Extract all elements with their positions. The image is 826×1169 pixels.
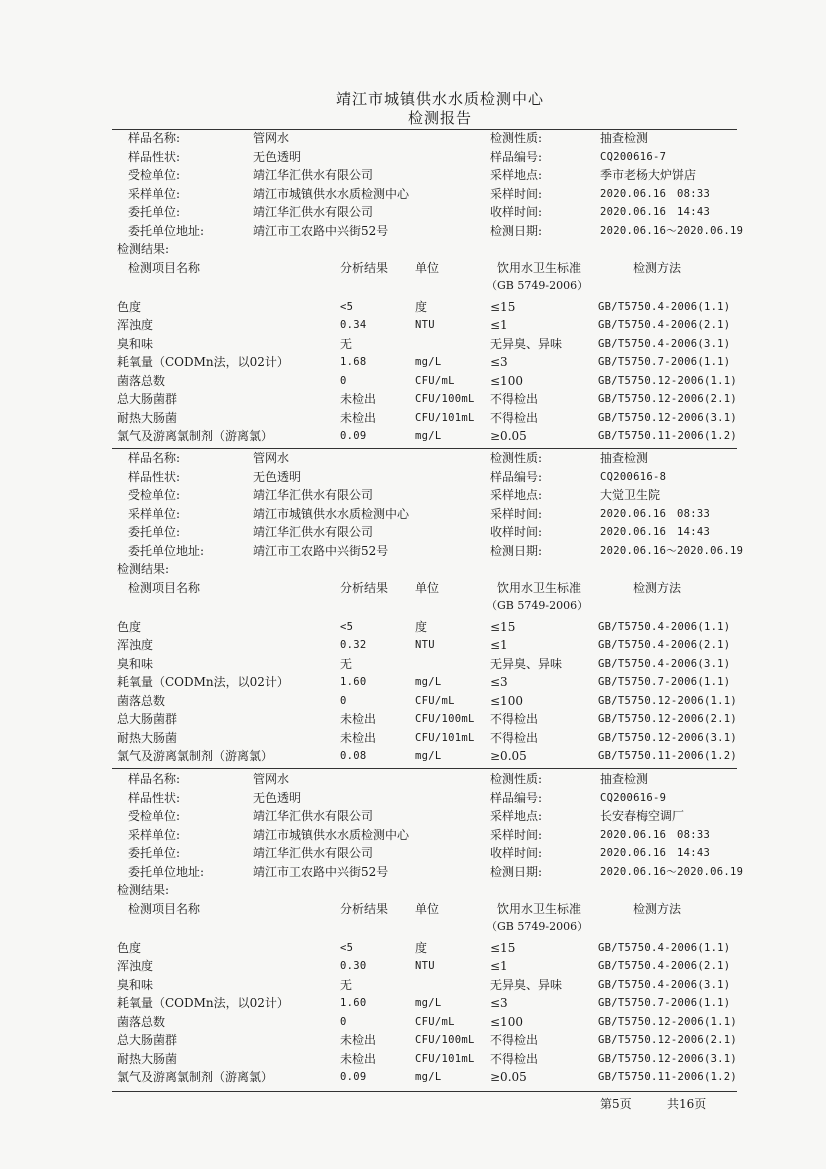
result-value: 1.60 <box>340 676 367 688</box>
result-row <box>0 976 826 994</box>
test-method: GB/T5750.4-2006(1.1) <box>598 620 731 633</box>
page-number: 第5页 <box>600 1097 632 1111</box>
info-label: 收样时间: <box>490 525 543 539</box>
result-value: 未检出 <box>340 392 377 406</box>
sample-info-row <box>0 166 826 184</box>
sample-info-row <box>0 203 826 221</box>
info-label: 委托单位地址: <box>128 223 205 238</box>
unit: CFU/mL <box>415 1015 455 1028</box>
info-value: 靖江市工农路中兴街52号 <box>253 223 389 238</box>
result-row <box>0 372 826 390</box>
info-label: 样品编号: <box>490 469 543 484</box>
info-label: 检测性质: <box>490 451 543 465</box>
header-unit: 单位 <box>415 580 440 595</box>
info-label: 采样地点: <box>490 809 543 823</box>
info-label: 检测性质: <box>490 772 543 786</box>
info-label: 检测日期: <box>490 543 543 558</box>
info-label: 采样时间: <box>490 186 543 201</box>
test-method: GB/T5750.4-2006(2.1) <box>598 960 731 972</box>
result-row <box>0 409 826 427</box>
results-header-row <box>0 900 826 918</box>
document-subtitle: 检测报告 <box>407 109 472 127</box>
results-header-subrow <box>0 918 826 936</box>
result-row <box>0 1068 826 1086</box>
item-name: 耐热大肠菌 <box>117 410 178 425</box>
test-method: GB/T5750.7-2006(1.1) <box>598 356 731 368</box>
header-standard: 饮用水卫生标准 <box>497 901 582 916</box>
sample-info-row <box>0 185 826 203</box>
result-row <box>0 655 826 673</box>
test-method: GB/T5750.12-2006(3.1) <box>598 731 738 744</box>
test-method: GB/T5750.12-2006(3.1) <box>598 411 738 424</box>
result-value: 未检出 <box>340 1033 377 1047</box>
info-label: 委托单位: <box>128 205 181 219</box>
test-method: GB/T5750.4-2006(3.1) <box>598 657 731 670</box>
unit: NTU <box>415 639 435 651</box>
unit: NTU <box>415 319 435 331</box>
info-value: 靖江华汇供水有限公司 <box>253 168 374 182</box>
item-name: 色度 <box>117 619 142 634</box>
header-standard: 饮用水卫生标准 <box>497 260 582 275</box>
info-value: 2020.06.16 14:43 <box>600 526 711 538</box>
standard-limit: ≤100 <box>490 693 523 708</box>
results-label-row <box>0 560 826 578</box>
unit: mg/L <box>415 430 442 442</box>
item-name: 耐热大肠菌 <box>117 730 178 745</box>
item-name: 总大肠菌群 <box>117 1033 178 1047</box>
sample-info-row <box>0 770 826 788</box>
unit: mg/L <box>415 997 442 1009</box>
result-value: 无 <box>340 336 353 351</box>
standard-limit: ≤15 <box>490 299 516 314</box>
standard-limit: ≤1 <box>490 959 508 973</box>
info-value: CQ200616-9 <box>600 791 667 804</box>
standard-limit: ≥0.05 <box>490 1070 527 1084</box>
info-value: 无色透明 <box>253 469 302 484</box>
standard-limit: ≤100 <box>490 1014 523 1029</box>
result-row <box>0 729 826 747</box>
result-value: 0.09 <box>340 1071 367 1083</box>
info-label: 样品性状: <box>128 790 181 805</box>
standard-limit: ≤15 <box>490 940 516 955</box>
info-value: 2020.06.16 14:43 <box>600 847 711 859</box>
standard-limit: ≤15 <box>490 619 516 634</box>
info-value: 无色透明 <box>253 149 302 164</box>
test-method: GB/T5750.11-2006(1.2) <box>598 1071 738 1083</box>
result-row <box>0 1050 826 1068</box>
results-header-subrow <box>0 597 826 615</box>
info-label: 受检单位: <box>128 488 181 502</box>
info-label: 样品名称: <box>128 451 181 465</box>
sample-info-row <box>0 807 826 825</box>
info-label: 样品名称: <box>128 772 181 786</box>
header-standard-code: （GB 5749-2006） <box>486 920 589 933</box>
item-name: 色度 <box>117 940 142 955</box>
standard-limit: 不得检出 <box>490 392 539 406</box>
standard-limit: ≤3 <box>490 996 508 1010</box>
result-row <box>0 939 826 957</box>
result-row <box>0 316 826 334</box>
sample-info-row <box>0 523 826 541</box>
info-value: 大觉卫生院 <box>600 488 661 502</box>
results-label: 检测结果: <box>117 562 170 576</box>
info-label: 检测性质: <box>490 131 543 145</box>
unit: mg/L <box>415 1071 442 1083</box>
result-value: 未检出 <box>340 730 377 745</box>
standard-limit: 不得检出 <box>490 1033 539 1047</box>
unit: 度 <box>415 619 428 634</box>
unit: 度 <box>415 299 428 314</box>
results-header-subrow <box>0 277 826 295</box>
test-method: GB/T5750.12-2006(1.1) <box>598 374 738 387</box>
info-label: 受检单位: <box>128 809 181 823</box>
info-label: 委托单位: <box>128 846 181 860</box>
info-value: 抽查检测 <box>600 131 649 145</box>
standard-limit: 不得检出 <box>490 712 539 726</box>
result-row <box>0 957 826 975</box>
info-value: 无色透明 <box>253 790 302 805</box>
sample-info-row <box>0 449 826 467</box>
item-name: 浑浊度 <box>117 638 154 652</box>
result-value: 未检出 <box>340 712 377 726</box>
header-result: 分析结果 <box>340 260 389 275</box>
result-row <box>0 390 826 408</box>
result-value: 无 <box>340 977 353 992</box>
item-name: 菌落总数 <box>117 373 166 388</box>
result-row <box>0 335 826 353</box>
result-value: <5 <box>340 300 354 313</box>
info-value: 长安春梅空调厂 <box>600 809 685 823</box>
result-value: 未检出 <box>340 1051 377 1066</box>
standard-limit: 不得检出 <box>490 410 539 425</box>
info-value: 2020.06.16～2020.06.19 <box>600 544 744 557</box>
info-value: 2020.06.16 08:33 <box>600 187 711 200</box>
test-method: GB/T5750.4-2006(2.1) <box>598 639 731 651</box>
result-row <box>0 692 826 710</box>
test-method: GB/T5750.4-2006(1.1) <box>598 300 731 313</box>
sample-info-row <box>0 129 826 147</box>
test-method: GB/T5750.4-2006(2.1) <box>598 319 731 331</box>
test-method: GB/T5750.12-2006(2.1) <box>598 713 738 725</box>
info-label: 采样时间: <box>490 506 543 521</box>
test-method: GB/T5750.4-2006(1.1) <box>598 941 731 954</box>
info-label: 检测日期: <box>490 864 543 879</box>
test-method: GB/T5750.11-2006(1.2) <box>598 430 738 442</box>
test-method: GB/T5750.7-2006(1.1) <box>598 676 731 688</box>
info-value: 靖江市城镇供水水质检测中心 <box>253 827 410 842</box>
sample-info-row <box>0 468 826 486</box>
result-value: <5 <box>340 620 354 633</box>
item-name: 耗氧量（CODMn法，以02计） <box>117 355 289 369</box>
info-value: 靖江华汇供水有限公司 <box>253 525 374 539</box>
result-value: 1.68 <box>340 356 367 368</box>
result-value: 0.30 <box>340 960 367 972</box>
standard-limit: 无异臭、异味 <box>490 336 563 351</box>
info-value: 管网水 <box>253 131 290 145</box>
sample-info-row <box>0 542 826 560</box>
info-label: 受检单位: <box>128 168 181 182</box>
item-name: 臭和味 <box>117 977 154 992</box>
unit: CFU/mL <box>415 374 455 387</box>
info-value: 抽查检测 <box>600 451 649 465</box>
result-value: 1.60 <box>340 997 367 1009</box>
info-label: 采样单位: <box>128 186 181 201</box>
result-row <box>0 994 826 1012</box>
sample-info-row <box>0 863 826 881</box>
test-method: GB/T5750.7-2006(1.1) <box>598 997 731 1009</box>
item-name: 总大肠菌群 <box>117 392 178 406</box>
test-method: GB/T5750.11-2006(1.2) <box>598 750 738 762</box>
info-label: 样品性状: <box>128 469 181 484</box>
test-method: GB/T5750.12-2006(1.1) <box>598 694 738 707</box>
header-item-name: 检测项目名称 <box>128 901 201 916</box>
sample-info-row <box>0 505 826 523</box>
info-value: 2020.06.16～2020.06.19 <box>600 865 744 878</box>
unit: NTU <box>415 960 435 972</box>
result-value: 无 <box>340 656 353 671</box>
result-value: 0.32 <box>340 639 367 651</box>
header-result: 分析结果 <box>340 901 389 916</box>
header-standard-code: （GB 5749-2006） <box>486 279 589 292</box>
result-row <box>0 636 826 654</box>
result-row <box>0 710 826 728</box>
sample-info-row <box>0 148 826 166</box>
header-item-name: 检测项目名称 <box>128 260 201 275</box>
sample-info-row <box>0 222 826 240</box>
header-method: 检测方法 <box>633 260 682 275</box>
unit: CFU/mL <box>415 694 455 707</box>
info-value: 靖江市工农路中兴街52号 <box>253 543 389 558</box>
item-name: 菌落总数 <box>117 693 166 708</box>
result-row <box>0 353 826 371</box>
document-title: 靖江市城镇供水水质检测中心 <box>335 90 544 108</box>
info-value: 2020.06.16 08:33 <box>600 828 711 841</box>
unit: mg/L <box>415 676 442 688</box>
info-value: CQ200616-8 <box>600 470 667 483</box>
info-value: 靖江华汇供水有限公司 <box>253 488 374 502</box>
header-method: 检测方法 <box>633 901 682 916</box>
info-label: 委托单位地址: <box>128 864 205 879</box>
sample-info-row <box>0 826 826 844</box>
info-label: 样品编号: <box>490 790 543 805</box>
test-method: GB/T5750.12-2006(1.1) <box>598 1015 738 1028</box>
info-value: 靖江华汇供水有限公司 <box>253 809 374 823</box>
standard-limit: 无异臭、异味 <box>490 977 563 992</box>
header-unit: 单位 <box>415 260 440 275</box>
unit: CFU/100mL <box>415 393 475 405</box>
item-name: 浑浊度 <box>117 959 154 973</box>
item-name: 总大肠菌群 <box>117 712 178 726</box>
results-label: 检测结果: <box>117 242 170 256</box>
info-value: 靖江市城镇供水水质检测中心 <box>253 506 410 521</box>
results-label-row <box>0 881 826 899</box>
results-label-row <box>0 240 826 258</box>
info-value: 靖江华汇供水有限公司 <box>253 205 374 219</box>
result-row <box>0 1031 826 1049</box>
header-result: 分析结果 <box>340 580 389 595</box>
result-row <box>0 747 826 765</box>
item-name: 耗氧量（CODMn法，以02计） <box>117 675 289 689</box>
standard-limit: ≤1 <box>490 318 508 332</box>
result-value: 0 <box>340 374 347 387</box>
result-value: 0 <box>340 694 347 707</box>
results-header-row <box>0 259 826 277</box>
info-value: 抽查检测 <box>600 772 649 786</box>
result-value: 未检出 <box>340 410 377 425</box>
standard-limit: ≥0.05 <box>490 429 527 443</box>
header-standard: 饮用水卫生标准 <box>497 580 582 595</box>
header-unit: 单位 <box>415 901 440 916</box>
unit: CFU/101mL <box>415 411 475 424</box>
info-label: 采样时间: <box>490 827 543 842</box>
item-name: 浑浊度 <box>117 318 154 332</box>
unit: CFU/100mL <box>415 1034 475 1046</box>
standard-limit: 无异臭、异味 <box>490 656 563 671</box>
test-method: GB/T5750.12-2006(2.1) <box>598 1034 738 1046</box>
test-method: GB/T5750.4-2006(3.1) <box>598 337 731 350</box>
result-value: 0 <box>340 1015 347 1028</box>
info-value: 靖江市工农路中兴街52号 <box>253 864 389 879</box>
info-value: 管网水 <box>253 451 290 465</box>
sample-info-row <box>0 844 826 862</box>
test-method: GB/T5750.12-2006(3.1) <box>598 1052 738 1065</box>
results-label: 检测结果: <box>117 883 170 897</box>
info-label: 样品性状: <box>128 149 181 164</box>
info-label: 采样地点: <box>490 488 543 502</box>
unit: CFU/101mL <box>415 1052 475 1065</box>
result-row <box>0 298 826 316</box>
test-method: GB/T5750.12-2006(2.1) <box>598 393 738 405</box>
info-value: CQ200616-7 <box>600 150 667 163</box>
result-row <box>0 1013 826 1031</box>
info-label: 采样单位: <box>128 506 181 521</box>
result-value: <5 <box>340 941 354 954</box>
standard-limit: ≥0.05 <box>490 749 527 763</box>
standard-limit: 不得检出 <box>490 730 539 745</box>
info-value: 2020.06.16～2020.06.19 <box>600 224 744 237</box>
header-method: 检测方法 <box>633 580 682 595</box>
result-row <box>0 673 826 691</box>
info-label: 委托单位地址: <box>128 543 205 558</box>
standard-limit: 不得检出 <box>490 1051 539 1066</box>
result-value: 0.09 <box>340 430 367 442</box>
info-label: 采样地点: <box>490 168 543 182</box>
info-value: 2020.06.16 08:33 <box>600 507 711 520</box>
item-name: 臭和味 <box>117 336 154 351</box>
info-label: 采样单位: <box>128 827 181 842</box>
info-label: 检测日期: <box>490 223 543 238</box>
info-value: 2020.06.16 14:43 <box>600 206 711 218</box>
unit: CFU/101mL <box>415 731 475 744</box>
item-name: 氯气及游离氯制剂（游离氯） <box>117 429 274 443</box>
info-value: 靖江市城镇供水水质检测中心 <box>253 186 410 201</box>
item-name: 色度 <box>117 299 142 314</box>
unit: 度 <box>415 940 428 955</box>
info-value: 靖江华汇供水有限公司 <box>253 846 374 860</box>
header-item-name: 检测项目名称 <box>128 580 201 595</box>
result-row <box>0 618 826 636</box>
sample-info-row <box>0 789 826 807</box>
info-value: 季市老杨大炉饼店 <box>600 168 697 182</box>
info-label: 样品编号: <box>490 149 543 164</box>
divider-line <box>112 768 737 769</box>
standard-limit: ≤3 <box>490 675 508 689</box>
results-header-row <box>0 579 826 597</box>
item-name: 耐热大肠菌 <box>117 1051 178 1066</box>
item-name: 氯气及游离氯制剂（游离氯） <box>117 1070 274 1084</box>
item-name: 菌落总数 <box>117 1014 166 1029</box>
sample-info-row <box>0 486 826 504</box>
test-method: GB/T5750.4-2006(3.1) <box>598 978 731 991</box>
divider-line <box>112 1091 737 1092</box>
page-total: 共16页 <box>667 1097 707 1111</box>
standard-limit: ≤1 <box>490 638 508 652</box>
standard-limit: ≤100 <box>490 373 523 388</box>
result-value: 0.08 <box>340 750 367 762</box>
info-label: 收样时间: <box>490 846 543 860</box>
unit: mg/L <box>415 356 442 368</box>
unit: CFU/100mL <box>415 713 475 725</box>
header-standard-code: （GB 5749-2006） <box>486 599 589 612</box>
item-name: 臭和味 <box>117 656 154 671</box>
info-label: 收样时间: <box>490 205 543 219</box>
result-row <box>0 427 826 445</box>
info-value: 管网水 <box>253 772 290 786</box>
info-label: 委托单位: <box>128 525 181 539</box>
info-label: 样品名称: <box>128 131 181 145</box>
item-name: 耗氧量（CODMn法，以02计） <box>117 996 289 1010</box>
unit: mg/L <box>415 750 442 762</box>
standard-limit: ≤3 <box>490 355 508 369</box>
item-name: 氯气及游离氯制剂（游离氯） <box>117 749 274 763</box>
result-value: 0.34 <box>340 319 367 331</box>
